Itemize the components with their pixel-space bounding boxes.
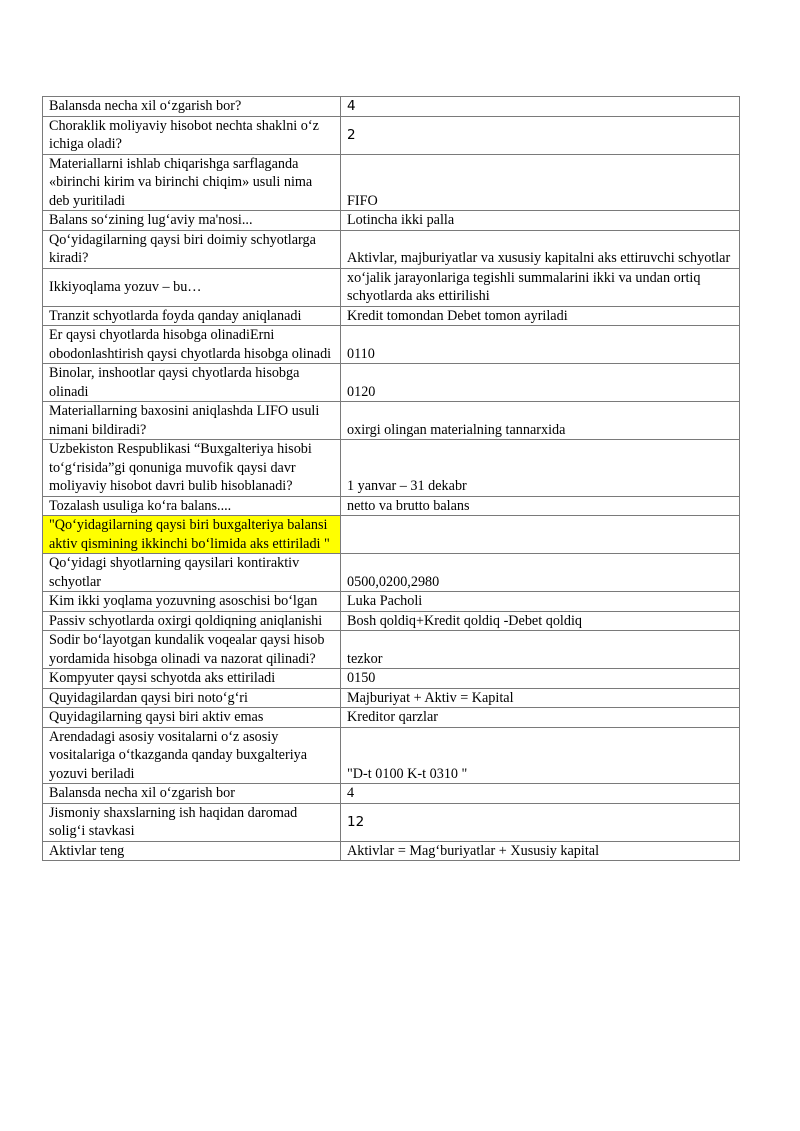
highlighted-question-cell: "Qo‘yidagilarning qaysi biri buxgalteriya balansi aktiv qismining ikkinchi bo‘limida aks ettiriladi "	[43, 516, 341, 554]
question-cell: Jismoniy shaxslarning ish haqidan daromad solig‘i stavkasi	[43, 803, 341, 841]
table-row	[43, 97, 740, 117]
question-cell: Passiv schyotlarda oxirgi qoldiqning aniqlanishi	[43, 611, 341, 631]
table-row	[43, 669, 740, 689]
question-cell: Quyidagilarning qaysi biri aktiv emas	[43, 708, 341, 728]
question-cell: Kompyuter qaysi schyotda aks ettiriladi	[43, 669, 341, 689]
question-cell: Choraklik moliyaviy hisobot nechta shaklni o‘z ichiga oladi?	[43, 116, 341, 154]
table-row	[43, 211, 740, 231]
answer-cell: 0120	[341, 364, 740, 402]
answer-cell: netto va brutto balans	[341, 496, 740, 516]
table-row	[43, 631, 740, 669]
table-row	[43, 440, 740, 497]
table-row	[43, 364, 740, 402]
question-cell: Balansda necha xil o‘zgarish bor	[43, 784, 341, 804]
answer-cell: FIFO	[341, 154, 740, 211]
answer-cell: 12	[341, 803, 740, 841]
answer-cell	[341, 516, 740, 554]
question-cell: Tranzit schyotlarda foyda qanday aniqlanadi	[43, 306, 341, 326]
question-cell: Aktivlar teng	[43, 841, 341, 861]
answer-cell: Kredit tomondan Debet tomon ayriladi	[341, 306, 740, 326]
table-row	[43, 592, 740, 612]
qa-table	[42, 96, 740, 861]
answer-cell: 4	[341, 784, 740, 804]
table-row	[43, 402, 740, 440]
table-row	[43, 803, 740, 841]
table-row	[43, 554, 740, 592]
question-cell: Quyidagilardan qaysi biri noto‘g‘ri	[43, 688, 341, 708]
answer-cell: xo‘jalik jarayonlariga tegishli summalarini ikki va undan ortiq schyotlarda aks ettirilishi	[341, 268, 740, 306]
answer-cell: 0110	[341, 326, 740, 364]
table-row	[43, 784, 740, 804]
table-row	[43, 326, 740, 364]
table-row	[43, 611, 740, 631]
answer-cell: 4	[341, 97, 740, 117]
table-row	[43, 841, 740, 861]
answer-cell: tezkor	[341, 631, 740, 669]
table-row	[43, 230, 740, 268]
answer-cell: 2	[341, 116, 740, 154]
table-row	[43, 154, 740, 211]
table-row	[43, 708, 740, 728]
answer-cell: Aktivlar, majburiyatlar va xususiy kapitalni aks ettiruvchi schyotlar	[341, 230, 740, 268]
question-cell: Arendadagi asosiy vositalarni o‘z asosiy vositalariga o‘tkazganda qanday buxgalteriya yozuvi beriladi	[43, 727, 341, 784]
answer-cell: Majburiyat + Aktiv = Kapital	[341, 688, 740, 708]
question-cell: Qo‘yidagilarning qaysi biri doimiy schyotlarga kiradi?	[43, 230, 341, 268]
answer-cell: oxirgi olingan materialning tannarxida	[341, 402, 740, 440]
table-row	[43, 727, 740, 784]
table-row	[43, 116, 740, 154]
question-cell: Balans so‘zining lug‘aviy ma'nosi...	[43, 211, 341, 231]
table-row	[43, 688, 740, 708]
question-cell: Materiallarni ishlab chiqarishga sarflaganda «birinchi kirim va birinchi chiqim» usuli nima deb yuritiladi	[43, 154, 341, 211]
question-cell: Tozalash usuliga ko‘ra balans....	[43, 496, 341, 516]
answer-cell: 0150	[341, 669, 740, 689]
answer-cell: Luka Pacholi	[341, 592, 740, 612]
question-cell: Ikkiyoqlama yozuv – bu…	[43, 268, 341, 306]
question-cell: Uzbekiston Respublikasi “Buxgalteriya hisobi to‘g‘risida”gi qonuniga muvofik qaysi davr moliyaviy hisobot davri bulib hisoblanadi?	[43, 440, 341, 497]
answer-cell: "D-t 0100 K-t 0310 "	[341, 727, 740, 784]
question-cell: Sodir bo‘layotgan kundalik voqealar qaysi hisob yordamida hisobga olinadi va nazorat qilinadi?	[43, 631, 341, 669]
question-cell: Binolar, inshootlar qaysi chyotlarda hisobga olinadi	[43, 364, 341, 402]
answer-cell: Aktivlar = Mag‘buriyatlar + Xususiy kapital	[341, 841, 740, 861]
question-cell: Balansda necha xil o‘zgarish bor?	[43, 97, 341, 117]
table-row	[43, 268, 740, 306]
answer-cell: Bosh qoldiq+Kredit qoldiq -Debet qoldiq	[341, 611, 740, 631]
answer-cell: Lotincha ikki palla	[341, 211, 740, 231]
answer-cell: 1 yanvar – 31 dekabr	[341, 440, 740, 497]
answer-cell: Kreditor qarzlar	[341, 708, 740, 728]
question-cell: Er qaysi chyotlarda hisobga olinadiErni obodonlashtirish qaysi chyotlarda hisobga olinadi	[43, 326, 341, 364]
answer-cell: 0500,0200,2980	[341, 554, 740, 592]
table-row	[43, 496, 740, 516]
table-row	[43, 516, 740, 554]
question-cell: Qo‘yidagi shyotlarning qaysilari kontiraktiv schyotlar	[43, 554, 341, 592]
table-row	[43, 306, 740, 326]
question-cell: Kim ikki yoqlama yozuvning asoschisi bo‘lgan	[43, 592, 341, 612]
question-cell: Materiallarning baxosini aniqlashda LIFO usuli nimani bildiradi?	[43, 402, 341, 440]
